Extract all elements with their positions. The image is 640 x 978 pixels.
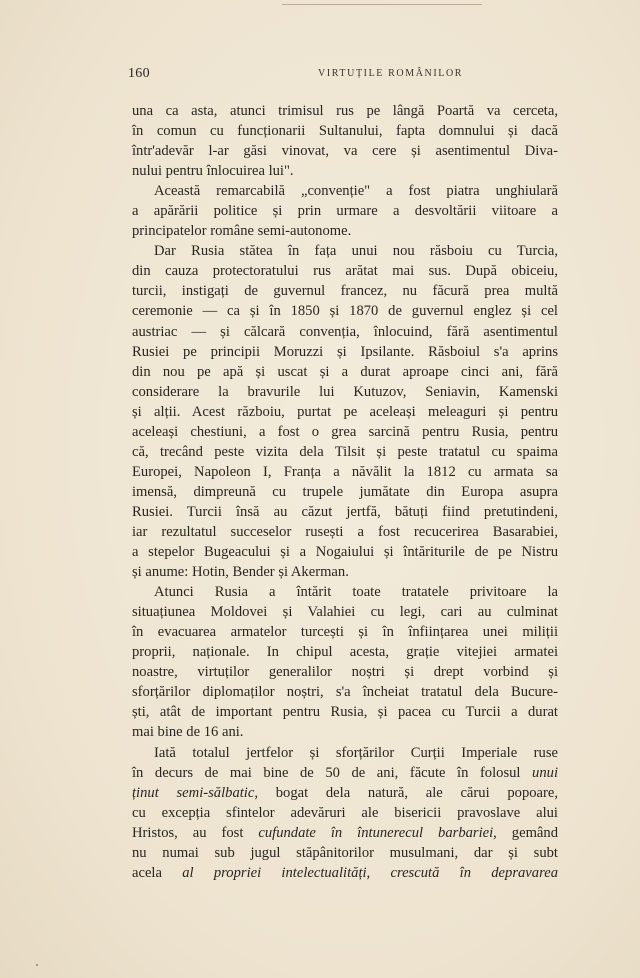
paper-speck bbox=[36, 964, 38, 966]
text-line: sforțărilor diplomaților noștri, s'a încheiat tratatul dela Bucure- bbox=[132, 684, 558, 701]
text-line: una ca asta, atunci trimisul rus pe lângă Poartă va cerceta, bbox=[132, 103, 558, 119]
text-line: și alții. Acest războiu, purtat pe aceleași meleaguri și pentru bbox=[132, 403, 558, 420]
top-edge-rule bbox=[282, 4, 482, 5]
text-line: proprii, naționale. In chipul acesta, grație vitejiei armatei bbox=[132, 644, 558, 661]
text-line: Rusiei pe principii Moruzzi și Ipsilante. Răsboiul s'a aprins bbox=[132, 343, 558, 360]
text-line: imensă, dimpreună cu trupele jumătate din Europa asupra bbox=[132, 483, 558, 500]
text-span: bogat dela natură, ale cărui popoare, bbox=[275, 784, 558, 801]
text-line: Iată totalul jertfelor și sforțărilor Curții Imperiale ruse bbox=[154, 744, 558, 761]
text-line bbox=[132, 823, 558, 843]
text-line: situațiunea Moldovei și Valahiei cu legi, cari au culminat bbox=[132, 604, 558, 621]
text-line: din nou pe apă și uscat și a durat aproape cinci ani, fără bbox=[132, 363, 558, 380]
text-line: Dar Rusia stătea în fața unui nou răsboiu cu Turcia, bbox=[154, 243, 558, 260]
text-line: Această remarcabilă „convenție" a fost piatra unghiulară bbox=[154, 183, 558, 200]
text-line: că, trecând peste vizita dela Tilsit și peste tratatul cu spaima bbox=[132, 443, 558, 460]
paragraph-5 bbox=[132, 743, 558, 883]
text-line: ceremonie — ca și în 1850 și 1870 de guvernul englez și cel bbox=[132, 303, 558, 320]
text-line bbox=[132, 763, 558, 783]
italic-span: semi-sălbatic, bbox=[176, 784, 258, 801]
text-line: cu excepția sfintelor adevăruri ale bisericii pravoslave alui bbox=[132, 804, 558, 821]
italic-span: al propriei intelectualități, crescută în depravarea bbox=[182, 864, 558, 881]
paragraph-4 bbox=[132, 582, 558, 742]
page-number: 160 bbox=[128, 66, 150, 81]
text-line: principatelor române semi-autonome. bbox=[132, 223, 352, 240]
text-line: a stepelor Bugeacului și a Nogaiului și întăriturile de pe Nistru bbox=[132, 544, 558, 561]
running-header bbox=[0, 66, 640, 84]
italic-span: cufundate în întunerecul barbariei, bbox=[258, 824, 497, 841]
text-line: aceleași chestiuni, a fost o grea sarcină pentru Rusia, pentru bbox=[132, 423, 558, 440]
text-span: gemând bbox=[511, 824, 558, 841]
paragraph-3 bbox=[132, 241, 558, 582]
text-line: turcii, instigați de guvernul francez, nu făcură prea multă bbox=[132, 283, 558, 300]
text-line: într'adevăr l-ar găsi vinovat, va cere și asentimentul Diva- bbox=[132, 143, 558, 160]
text-line: a apărării politice și prin urmare a desvoltării viitoare a bbox=[132, 203, 558, 220]
text-line: Atunci Rusia a întărit toate tratatele privitoare la bbox=[154, 584, 558, 601]
italic-span: ținut bbox=[132, 784, 159, 801]
text-line bbox=[132, 863, 558, 883]
text-line: mai bine de 16 ani. bbox=[132, 724, 244, 741]
text-line: austriac — și călcară convenția, înlocuind, fără asentimentul bbox=[132, 323, 558, 340]
running-title: VIRTUȚILE ROMÂNILOR bbox=[318, 68, 464, 79]
paragraph-2 bbox=[132, 181, 558, 241]
text-line: ști, atât de important pentru Rusia, și pacea cu Turcii a durat bbox=[132, 704, 558, 721]
text-line: Europei, Napoleon I, Franța a năvălit la 1812 cu armata sa bbox=[132, 463, 558, 480]
text-line: din cauza protectoratului rus arătat mai sus. După obiceiu, bbox=[132, 263, 558, 280]
text-line: în evacuarea armatelor turcești și în înființarea unei miliții bbox=[132, 624, 558, 641]
text-line: iar rezultatul succeselor rusești a fost recucerirea Basarabiei, bbox=[132, 523, 558, 540]
text-line: noastre, virtuților generalilor noștri și drept vorbind și bbox=[132, 664, 558, 681]
italic-span: unui bbox=[532, 764, 558, 781]
text-span: Hristos, au fost bbox=[132, 824, 244, 841]
paragraph-1 bbox=[132, 101, 558, 181]
text-line: nu numai sub jugul stăpânitorilor musulmani, dar și subt bbox=[132, 844, 558, 861]
text-span: acela bbox=[132, 864, 162, 881]
text-line: în comun cu funcționarii Sultanului, fapta domnului și dacă bbox=[132, 123, 558, 140]
text-line: Rusiei. Turcii însă au căzut jertfă, bătuți fiind pretutindeni, bbox=[132, 503, 558, 520]
text-line: considerare la bravurile lui Kutuzov, Seniavin, Kamenski bbox=[132, 383, 558, 400]
text-line bbox=[132, 783, 558, 803]
text-span: în decurs de mai bine de 50 de ani, făcute în folosul bbox=[132, 764, 521, 781]
text-line: și anume: Hotin, Bender și Akerman. bbox=[132, 564, 349, 581]
text-line: nului pentru înlocuirea lui". bbox=[132, 163, 294, 180]
body-text bbox=[132, 101, 558, 883]
